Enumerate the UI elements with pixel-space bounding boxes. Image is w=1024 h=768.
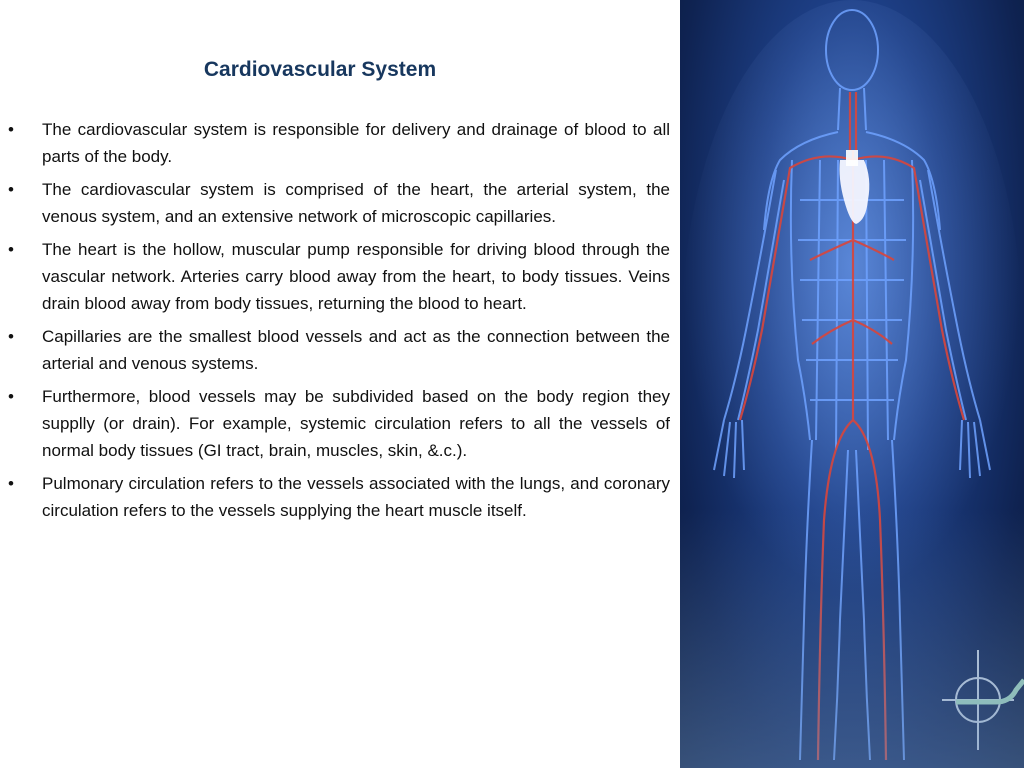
bullet-text: Pulmonary circulation refers to the vessels associated with the lungs, and coronary circulation refers to the vessels supplying the heart muscle itself. xyxy=(42,474,670,520)
bullet-text: The cardiovascular system is comprised of the heart, the arterial system, the venous system, and an extensive network of microscopic capillaries. xyxy=(42,180,670,226)
bullet-icon: • xyxy=(8,327,14,346)
bullet-item xyxy=(0,323,680,377)
bullet-item xyxy=(0,383,680,464)
slide-title: Cardiovascular System xyxy=(203,58,437,81)
watermark-crosshair-icon xyxy=(942,650,1024,750)
bullet-text: Capillaries are the smallest blood vessels and act as the connection between the arterial and venous systems. xyxy=(42,327,670,373)
bullet-icon: • xyxy=(8,474,14,493)
bullet-icon: • xyxy=(8,180,14,199)
bullet-icon: • xyxy=(8,240,14,259)
bullet-item xyxy=(0,176,680,230)
bullet-text: The cardiovascular system is responsible for delivery and drainage of blood to all parts of the body. xyxy=(42,120,670,166)
bullet-item xyxy=(0,116,680,170)
circulatory-system-image xyxy=(680,0,1024,768)
bullet-icon: • xyxy=(8,387,14,406)
bullet-list xyxy=(0,116,680,530)
bullet-text: Furthermore, blood vessels may be subdivided based on the body region they supplly (or drain). For example, systemic circulation refers to all the vessels of normal body tissues (GI tract, brain, muscles, skin, &.c.). xyxy=(42,387,670,460)
human-body-illustration xyxy=(680,0,1024,768)
bullet-item xyxy=(0,470,680,524)
bullet-item xyxy=(0,236,680,317)
bullet-icon: • xyxy=(8,120,14,139)
bullet-text: The heart is the hollow, muscular pump responsible for driving blood through the vascular network. Arteries carry blood away from the heart, to body tissues. Veins drain blood away from body tissues, returning the blood to heart. xyxy=(42,240,670,313)
